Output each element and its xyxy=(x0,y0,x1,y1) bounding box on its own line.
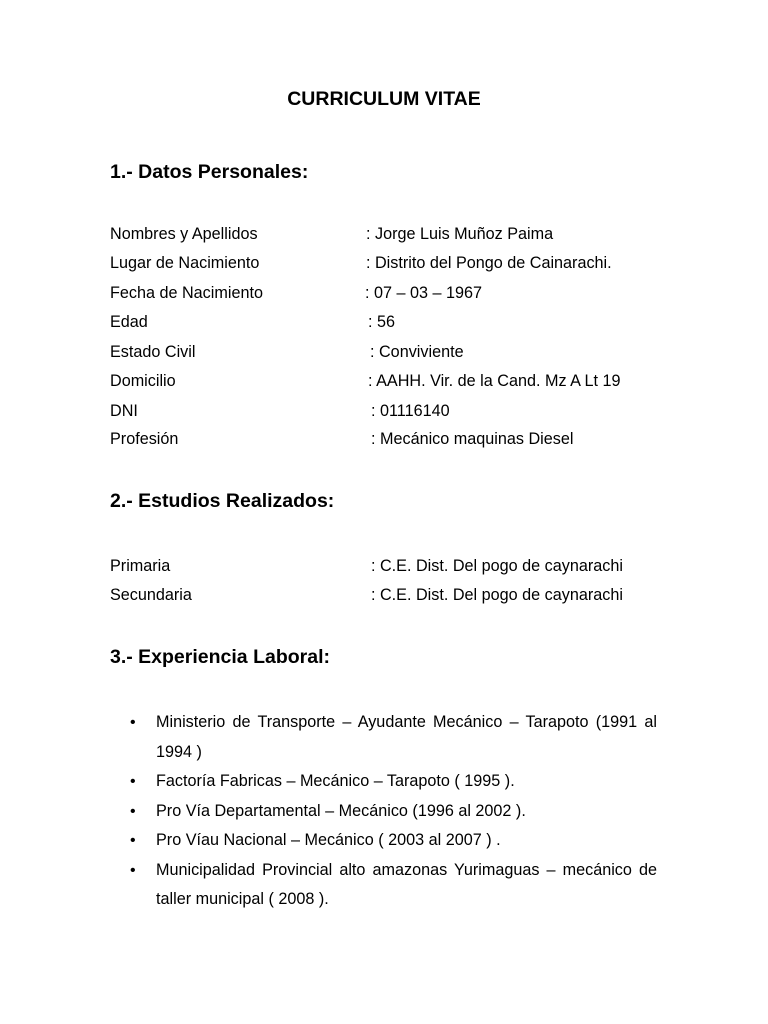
bullet-icon: • xyxy=(130,714,136,731)
section-heading-personal: 1.- Datos Personales: xyxy=(110,161,309,183)
row-label: Nombres y Apellidos xyxy=(110,225,258,243)
row-value: : 01116140 xyxy=(371,402,450,420)
list-item xyxy=(130,826,657,856)
row-value: : C.E. Dist. Del pogo de caynarachi xyxy=(371,557,623,575)
bullet-icon: • xyxy=(130,861,136,879)
bullet-icon: • xyxy=(130,773,136,790)
row-value: : 07 – 03 – 1967 xyxy=(365,284,483,302)
row-value: : C.E. Dist. Del pogo de caynarachi xyxy=(371,586,623,604)
row-label: Edad xyxy=(110,313,148,331)
experience-text: Ministerio de Transporte – Ayudante Mecánico – Tarapoto (1991 al 1994 ) xyxy=(156,713,657,761)
document-title: CURRICULUM VITAE xyxy=(287,88,481,110)
row-label: Primaria xyxy=(110,557,171,575)
row-label: DNI xyxy=(110,402,138,420)
experience-list xyxy=(130,708,657,915)
experience-text: Municipalidad Provincial alto amazonas Yurimaguas – mecánico de taller municipal ( 2008 ). xyxy=(156,860,657,908)
section-heading-education: 2.- Estudios Realizados: xyxy=(110,490,335,512)
row-label: Profesión xyxy=(110,430,179,448)
experience-text: Pro Vía Departamental – Mecánico (1996 al 2002 ). xyxy=(156,801,526,820)
list-item xyxy=(130,856,657,915)
row-value: : Mecánico maquinas Diesel xyxy=(371,430,574,448)
row-value: : Jorge Luis Muñoz Paima xyxy=(366,225,554,243)
row-label: Fecha de Nacimiento xyxy=(110,284,263,302)
row-value: : Distrito del Pongo de Cainarachi. xyxy=(366,254,612,272)
bullet-icon: • xyxy=(130,802,136,820)
row-label: Estado Civil xyxy=(110,343,196,361)
section-heading-experience: 3.- Experiencia Laboral: xyxy=(110,646,330,668)
row-value: : Conviviente xyxy=(370,343,464,361)
row-label: Secundaria xyxy=(110,586,192,604)
row-value: : AAHH. Vir. de la Cand. Mz A Lt 19 xyxy=(368,372,621,390)
list-item xyxy=(130,797,657,827)
experience-text: Pro Víau Nacional – Mecánico ( 2003 al 2007 ) . xyxy=(156,831,501,849)
experience-text: Factoría Fabricas – Mecánico – Tarapoto ( 1995 ). xyxy=(156,772,515,790)
row-label: Domicilio xyxy=(110,372,176,390)
bullet-icon: • xyxy=(130,832,136,849)
list-item xyxy=(130,708,657,767)
row-value: : 56 xyxy=(368,313,396,331)
row-label: Lugar de Nacimiento xyxy=(110,254,260,272)
list-item xyxy=(130,767,657,797)
